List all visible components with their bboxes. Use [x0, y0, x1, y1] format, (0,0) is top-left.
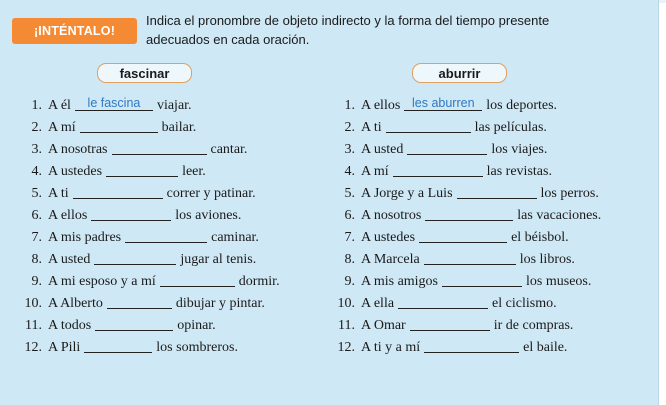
item-phrase: bailar. — [161, 120, 197, 135]
answer-blank[interactable] — [107, 294, 172, 309]
item-number: 3. — [344, 142, 355, 157]
item-number: 6. — [344, 208, 355, 223]
exercise-column-aburrir — [335, 92, 625, 356]
item-phrase: viajar. — [156, 98, 192, 113]
answer-blank[interactable] — [94, 250, 176, 265]
item-subject: A él — [48, 98, 71, 113]
instruction-line-2: adecuados en cada oración. — [146, 32, 310, 47]
answer-blank[interactable] — [419, 228, 507, 243]
exercise-item — [335, 180, 625, 202]
answer-blank[interactable] — [442, 272, 522, 287]
item-subject: A ellos — [48, 208, 88, 223]
item-phrase: las películas. — [474, 120, 547, 135]
exercise-item — [22, 158, 312, 180]
item-subject: A mí — [48, 120, 76, 135]
item-phrase: el ciclismo. — [492, 296, 557, 311]
exercise-item — [335, 334, 625, 356]
item-number: 9. — [31, 274, 42, 289]
answer-blank[interactable] — [106, 162, 178, 177]
item-phrase: los sombreros. — [156, 340, 238, 355]
item-subject: A ellos — [361, 98, 401, 113]
item-subject: A mis padres — [48, 230, 122, 245]
item-number: 9. — [344, 274, 355, 289]
item-phrase: el baile. — [523, 340, 568, 355]
exercise-column-fascinar — [22, 92, 312, 356]
exercise-item — [22, 224, 312, 246]
answer-blank[interactable] — [112, 140, 207, 155]
item-subject: A Marcela — [361, 252, 420, 267]
item-number: 10. — [24, 296, 42, 311]
verb-label-fascinar: fascinar — [97, 63, 192, 83]
answer-blank[interactable] — [80, 118, 158, 133]
exercise-item — [335, 202, 625, 224]
exercise-item — [22, 268, 312, 290]
answer-blank[interactable] — [404, 96, 482, 111]
verb-label-aburrir: aburrir — [412, 63, 507, 83]
answer-blank[interactable] — [457, 184, 537, 199]
item-subject: A mí — [361, 164, 389, 179]
item-subject: A ti — [48, 186, 69, 201]
item-number: 11. — [25, 318, 42, 333]
item-subject: A nosotras — [48, 142, 108, 157]
item-number: 1. — [344, 98, 355, 113]
answer-text: le fascina — [87, 96, 141, 110]
item-number: 2. — [31, 120, 42, 135]
answer-blank[interactable] — [95, 316, 173, 331]
answer-blank[interactable] — [84, 338, 152, 353]
item-number: 10. — [337, 296, 355, 311]
item-phrase: los libros. — [519, 252, 575, 267]
exercise-item — [335, 136, 625, 158]
instructions — [146, 11, 616, 49]
item-phrase: el béisbol. — [511, 230, 569, 245]
exercise-item — [335, 114, 625, 136]
item-number: 1. — [31, 98, 42, 113]
exercise-item — [22, 334, 312, 356]
item-subject: A usted — [48, 252, 91, 267]
item-subject: A ti y a mí — [361, 340, 421, 355]
item-phrase: los aviones. — [175, 208, 242, 223]
answer-blank[interactable] — [393, 162, 483, 177]
exercise-item — [22, 202, 312, 224]
answer-blank[interactable] — [386, 118, 471, 133]
answer-blank[interactable] — [75, 96, 153, 111]
item-phrase: dormir. — [238, 274, 280, 289]
answer-blank[interactable] — [91, 206, 171, 221]
instruction-line-1: Indica el pronombre de objeto indirecto y la forma del tiempo presente — [146, 13, 550, 28]
answer-blank[interactable] — [398, 294, 488, 309]
exercise-item — [335, 92, 625, 114]
exercise-item — [22, 92, 312, 114]
answer-text: les aburren — [412, 96, 475, 110]
exercise-item — [335, 312, 625, 334]
answer-blank[interactable] — [407, 140, 487, 155]
answer-blank[interactable] — [425, 206, 513, 221]
item-number: 4. — [31, 164, 42, 179]
item-number: 12. — [337, 340, 355, 355]
exercise-item — [22, 246, 312, 268]
exercise-item — [335, 158, 625, 180]
item-subject: A Alberto — [48, 296, 103, 311]
intentalo-badge: ¡INTÉNTALO! — [12, 18, 137, 44]
item-phrase: los museos. — [526, 274, 592, 289]
item-number: 5. — [344, 186, 355, 201]
item-number: 8. — [344, 252, 355, 267]
exercise-item — [22, 180, 312, 202]
exercise-item — [335, 246, 625, 268]
answer-blank[interactable] — [424, 250, 516, 265]
item-subject: A Pili — [48, 340, 81, 355]
exercise-item — [22, 136, 312, 158]
item-phrase: jugar al tenis. — [180, 252, 257, 267]
exercise-item — [335, 224, 625, 246]
item-subject: A mi esposo y a mí — [48, 274, 156, 289]
exercise-item — [22, 312, 312, 334]
item-subject: A nosotros — [361, 208, 422, 223]
item-phrase: los deportes. — [486, 98, 558, 113]
item-phrase: cantar. — [210, 142, 248, 157]
item-subject: A todos — [48, 318, 92, 333]
answer-blank[interactable] — [160, 272, 235, 287]
item-phrase: los viajes. — [491, 142, 548, 157]
exercise-item — [335, 268, 625, 290]
item-number: 6. — [31, 208, 42, 223]
answer-blank[interactable] — [73, 184, 163, 199]
item-subject: A Omar — [361, 318, 406, 333]
item-subject: A ustedes — [361, 230, 416, 245]
item-number: 3. — [31, 142, 42, 157]
item-phrase: ir de compras. — [493, 318, 574, 333]
item-subject: A usted — [361, 142, 404, 157]
item-phrase: las vacaciones. — [517, 208, 602, 223]
exercise-item — [22, 114, 312, 136]
item-phrase: opinar. — [177, 318, 216, 333]
item-number: 4. — [344, 164, 355, 179]
item-subject: A ustedes — [48, 164, 103, 179]
exercise-item — [335, 290, 625, 312]
item-subject: A mis amigos — [361, 274, 439, 289]
answer-blank[interactable] — [125, 228, 207, 243]
item-number: 11. — [338, 318, 355, 333]
item-subject: A ti — [361, 120, 382, 135]
item-number: 8. — [31, 252, 42, 267]
item-number: 2. — [344, 120, 355, 135]
item-phrase: leer. — [182, 164, 206, 179]
item-number: 12. — [24, 340, 42, 355]
item-subject: A ella — [361, 296, 395, 311]
item-subject: A Jorge y a Luis — [361, 186, 453, 201]
item-number: 5. — [31, 186, 42, 201]
item-phrase: los perros. — [540, 186, 599, 201]
item-phrase: dibujar y pintar. — [175, 296, 265, 311]
exercise-item — [22, 290, 312, 312]
item-phrase: correr y patinar. — [166, 186, 256, 201]
item-number: 7. — [344, 230, 355, 245]
item-phrase: caminar. — [211, 230, 259, 245]
item-phrase: las revistas. — [486, 164, 552, 179]
answer-blank[interactable] — [410, 316, 490, 331]
answer-blank[interactable] — [424, 338, 519, 353]
item-number: 7. — [31, 230, 42, 245]
